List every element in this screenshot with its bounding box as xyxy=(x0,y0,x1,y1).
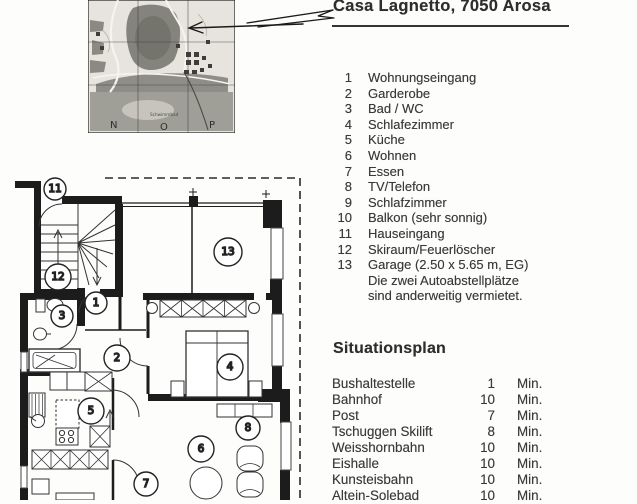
legend-number: 11 xyxy=(338,225,352,241)
situationsplan-row xyxy=(332,472,547,488)
room-circle-8 xyxy=(236,416,260,440)
armchair-2 xyxy=(237,472,263,497)
situ-place: Post xyxy=(332,408,359,423)
svg-text:13: 13 xyxy=(221,246,235,258)
legend-row xyxy=(332,242,528,258)
room-circle-12 xyxy=(45,264,71,290)
nightstand-left xyxy=(171,381,184,397)
svg-text:3: 3 xyxy=(58,310,66,322)
situ-unit: Min. xyxy=(517,408,543,423)
situ-unit: Min. xyxy=(517,440,543,455)
situ-unit: Min. xyxy=(517,488,543,503)
legend-label: Hauseingang xyxy=(368,225,445,241)
svg-text:8: 8 xyxy=(244,422,252,434)
legend-note-line: sind anderweitig vermietet. xyxy=(368,288,523,304)
title-divider xyxy=(332,25,569,27)
legend-number: 1 xyxy=(344,70,352,85)
svg-text:7: 7 xyxy=(142,478,150,490)
bedroom-furniture xyxy=(171,331,262,397)
legend-number: 8 xyxy=(344,179,352,195)
legend-label: Bad / WC xyxy=(368,101,424,117)
map-grid-letter-n: N xyxy=(110,120,118,131)
situ-minutes: 8 xyxy=(487,424,495,439)
situ-unit: Min. xyxy=(517,456,543,471)
room-circle-3 xyxy=(51,305,73,327)
legend-row xyxy=(332,195,528,211)
situationsplan-row xyxy=(332,408,547,424)
stair-arrow-down xyxy=(93,248,101,285)
situationsplan-row xyxy=(332,424,547,440)
sideboard xyxy=(217,404,272,417)
bench-bottom xyxy=(56,493,94,500)
situ-unit: Min. xyxy=(517,472,543,487)
room-circle-5 xyxy=(78,398,104,424)
legend-row xyxy=(332,257,528,273)
legend-label: Schlafezimmer xyxy=(368,116,454,132)
room-circle-11 xyxy=(44,178,66,200)
legend-row xyxy=(332,117,528,133)
kitchen-island xyxy=(56,400,79,428)
map-grid-letter-p: P xyxy=(209,120,216,131)
situ-minutes: 10 xyxy=(480,392,495,407)
legend-row xyxy=(332,70,528,86)
situ-minutes: 10 xyxy=(480,488,495,503)
situationsplan-row xyxy=(332,440,547,456)
kitchen-sink xyxy=(32,415,45,428)
legend-number: 2 xyxy=(344,85,352,101)
closet-knob-right xyxy=(249,303,260,314)
situ-unit: Min. xyxy=(517,376,543,391)
room-circle-7 xyxy=(134,472,158,496)
situ-place: Kunsteisbahn xyxy=(332,472,414,487)
washbasin xyxy=(34,328,47,340)
window-bedroom xyxy=(272,314,283,366)
armchair-1 xyxy=(237,446,263,471)
svg-text:2: 2 xyxy=(113,352,121,364)
situationsplan-heading: Situationsplan xyxy=(333,340,447,357)
situ-minutes: 7 xyxy=(487,408,495,423)
legend-number: 7 xyxy=(344,163,352,179)
room-circle-4 xyxy=(217,354,243,380)
legend-number: 13 xyxy=(337,257,352,273)
svg-text:11: 11 xyxy=(48,183,62,195)
situ-minutes: 10 xyxy=(480,440,495,455)
situ-place: Bahnhof xyxy=(332,392,382,407)
legend-label: Wohnen xyxy=(368,147,417,163)
legend-number: 5 xyxy=(344,132,352,148)
floor-plan xyxy=(10,168,315,500)
hand-drawn-arrow xyxy=(185,4,335,46)
legend-label: Balkon (sehr sonnig) xyxy=(368,210,488,226)
window-bath xyxy=(21,352,27,372)
window-living xyxy=(281,422,291,470)
situ-place: Altein-Solebad xyxy=(332,488,420,503)
legend-row xyxy=(332,179,528,195)
svg-text:12: 12 xyxy=(51,271,65,283)
situ-minutes: 10 xyxy=(480,456,495,471)
round-table xyxy=(190,467,222,499)
legend-number: 3 xyxy=(344,101,352,117)
legend-label: Küche xyxy=(368,132,405,148)
legend-row xyxy=(332,226,528,242)
svg-text:4: 4 xyxy=(226,361,234,373)
cabinet-bottom-left xyxy=(32,479,49,494)
room-legend xyxy=(332,70,528,304)
situationsplan-row xyxy=(332,488,547,504)
situ-place: Tschuggen Skilift xyxy=(332,424,433,439)
situ-unit: Min. xyxy=(517,424,543,439)
legend-label: Skiraum/Feuerlöscher xyxy=(368,241,496,257)
situ-place: Eishalle xyxy=(332,456,379,471)
room-circle-1 xyxy=(85,292,107,314)
situ-minutes: 1 xyxy=(487,376,495,391)
garage-door xyxy=(271,228,283,279)
situ-unit: Min. xyxy=(517,392,543,407)
situationsplan-table xyxy=(332,376,547,504)
svg-text:6: 6 xyxy=(197,443,205,455)
situationsplan-row xyxy=(332,392,547,408)
legend-row xyxy=(332,132,528,148)
situ-place: Weisshornbahn xyxy=(332,440,425,455)
closet-knob-left xyxy=(147,303,158,314)
svg-text:1: 1 xyxy=(92,297,100,309)
page-title: Casa Lagnetto, 7050 Arosa xyxy=(333,0,551,15)
map-small-label: Schwimmbad xyxy=(150,112,179,117)
legend-label: Garderobe xyxy=(368,85,431,101)
toilet-tank xyxy=(36,299,45,312)
legend-label: Essen xyxy=(368,163,405,179)
legend-label: Garage (2.50 x 5.65 m, EG) xyxy=(368,257,529,273)
legend-row xyxy=(332,210,528,226)
entry-door-arc xyxy=(39,204,62,227)
legend-number: 4 xyxy=(344,116,352,132)
situationsplan-row xyxy=(332,376,547,392)
legend-row xyxy=(332,101,528,117)
svg-text:5: 5 xyxy=(87,405,95,417)
legend-number: 6 xyxy=(344,147,352,163)
stove xyxy=(56,428,78,445)
room-circle-6 xyxy=(188,436,214,462)
situ-place: Bushaltestelle xyxy=(332,376,416,391)
legend-number: 10 xyxy=(337,210,352,226)
legend-note-line: Die zwei Autoabstellplätze xyxy=(368,272,520,288)
legend-row xyxy=(332,148,528,164)
situationsplan-row xyxy=(332,456,547,472)
legend-row xyxy=(332,86,528,102)
window-kitchen xyxy=(21,466,27,488)
legend-label: TV/Telefon xyxy=(368,179,431,195)
room-circle-13 xyxy=(214,238,242,266)
legend-number: 12 xyxy=(337,241,352,257)
legend-label: Schlafzimmer xyxy=(368,194,447,210)
legend-number: 9 xyxy=(344,194,352,210)
nightstand-right xyxy=(249,381,262,397)
situ-minutes: 10 xyxy=(480,472,495,487)
map-grid-letter-o: O xyxy=(160,122,168,133)
room-circle-2 xyxy=(104,345,130,371)
legend-row xyxy=(332,164,528,180)
legend-label: Wohnungseingang xyxy=(368,70,477,85)
